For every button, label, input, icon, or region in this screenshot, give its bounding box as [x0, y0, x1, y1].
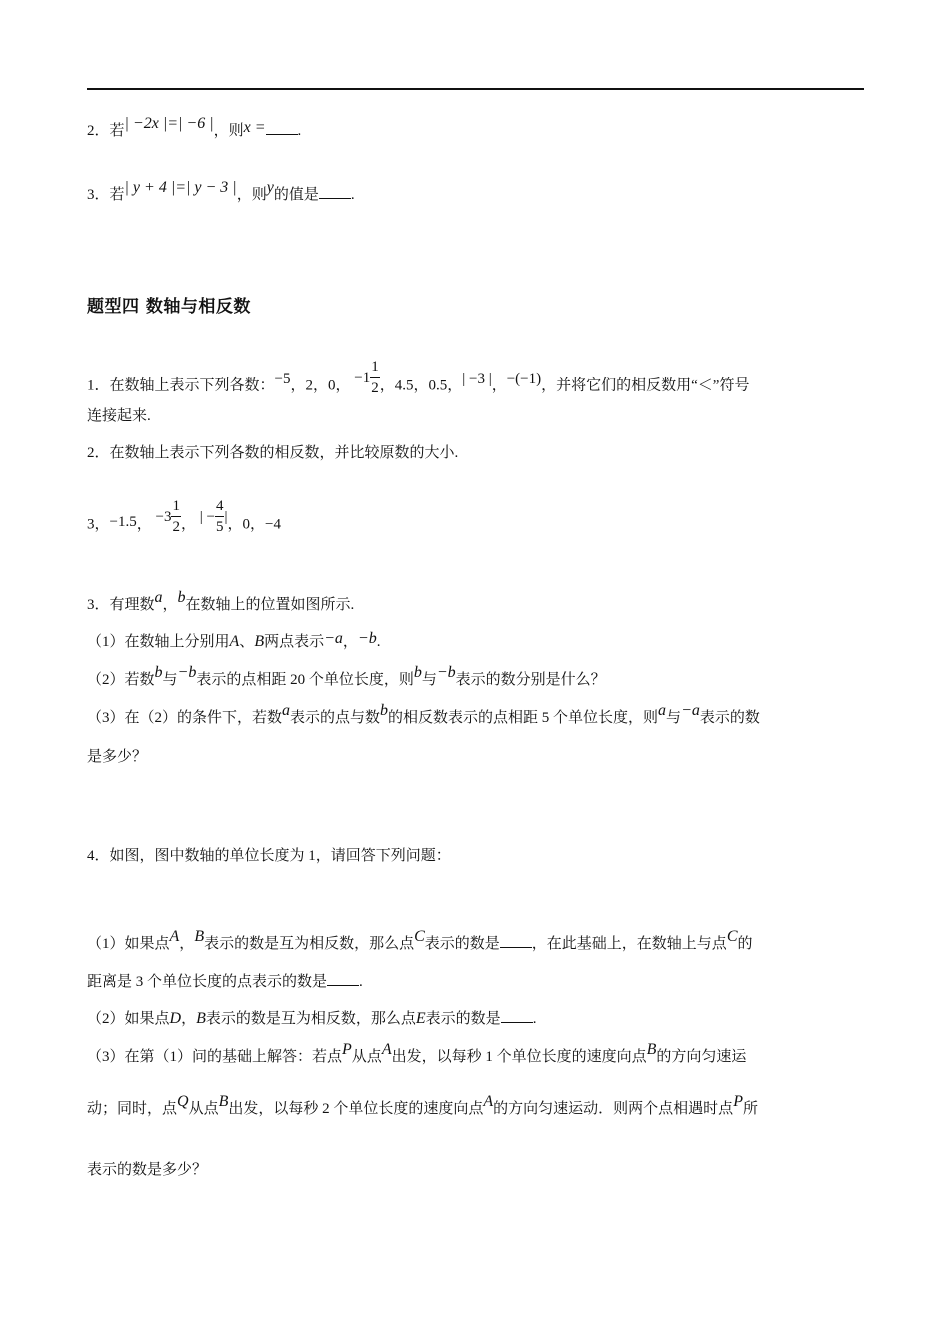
math-variable: D: [169, 1010, 182, 1027]
numerator: 1: [171, 496, 181, 517]
text: 表示的数是互为相反数，那么点: [205, 1011, 416, 1027]
text: ，并将它们的相反数用“＜”符号: [541, 377, 750, 394]
math-variable: P: [342, 1041, 352, 1058]
text: ，在此基础上，在数轴上与点: [531, 936, 727, 952]
text: 的相反数表示的点相距 5 个单位长度，则: [388, 710, 659, 726]
text: 3．有理数: [87, 597, 155, 613]
text: 与: [666, 710, 682, 726]
problem-2: 2．在数轴上表示下列各数的相反数，并比较原数的大小.: [87, 445, 459, 461]
text: 出发，以每秒 1 个单位长度的速度向点: [391, 1049, 647, 1065]
fraction: [370, 357, 380, 398]
text: .: [376, 634, 381, 650]
math-value: −4: [264, 516, 281, 533]
text: .: [297, 123, 302, 139]
problem-4-part-3: [87, 1041, 747, 1067]
problem-4-part-1: [87, 928, 753, 954]
math-variable: E: [415, 1010, 426, 1027]
text: 从点: [188, 1101, 219, 1117]
answer-blank[interactable]: [500, 933, 532, 948]
math-variable: Q: [177, 1093, 189, 1110]
denominator: 2: [172, 519, 180, 535]
text: 所: [742, 1101, 758, 1117]
question-number: 2．若: [87, 123, 125, 139]
text: （2）若数: [87, 672, 155, 688]
math-variable: x =: [243, 119, 266, 136]
text: （3）在第（1）问的基础上解答：若点: [87, 1049, 343, 1065]
section-title: 题型四 数轴与相反数: [87, 297, 251, 317]
text: .: [359, 974, 363, 990]
text: 出发，以每秒 2 个单位长度的速度向点: [228, 1101, 484, 1117]
problem-4-part-2: [87, 1008, 536, 1029]
answer-blank[interactable]: [501, 1008, 533, 1023]
text: 表示的点与数: [290, 710, 381, 726]
math-variable: b: [380, 702, 389, 719]
numerator: 1: [370, 357, 380, 378]
math-expression: −a: [324, 630, 343, 647]
problem-4-part-3-line-3: 表示的数是多少？: [87, 1162, 208, 1178]
fraction: [171, 496, 181, 537]
text: ，: [136, 516, 152, 533]
text: ，则: [213, 123, 244, 139]
question-number: 3．若: [87, 187, 125, 203]
text: ，: [181, 1011, 197, 1027]
math-variable: A: [229, 633, 240, 650]
math-variable: B: [646, 1041, 657, 1058]
text: 动；同时，点: [87, 1101, 178, 1117]
text: ，: [342, 634, 358, 650]
text: （2）如果点: [87, 1011, 170, 1027]
math-value: | −3 |: [462, 370, 492, 387]
text: 与: [162, 672, 178, 688]
math-variable: B: [194, 928, 205, 945]
text: 的值是: [273, 187, 319, 203]
math-value: −5: [274, 370, 291, 387]
math-variable: a: [154, 589, 163, 606]
text: 距离是 3 个单位长度的点表示的数是: [87, 974, 328, 990]
math-variable: B: [254, 633, 265, 650]
text: 的方向匀速运动．则两个点相遇时点: [493, 1101, 734, 1117]
text: （3）在（2）的条件下，若数: [87, 710, 283, 726]
math-variable: a: [658, 702, 667, 719]
absolute-fraction: [200, 496, 228, 537]
math-variable: b: [154, 664, 163, 681]
text: 的方向匀速运: [656, 1049, 747, 1065]
math-variable: B: [218, 1093, 229, 1110]
math-variable: P: [733, 1093, 743, 1110]
text: .: [350, 187, 355, 203]
problem-3-part-1: [87, 632, 380, 652]
problem-2-values: [87, 498, 281, 545]
math-value: −1.5: [109, 513, 137, 530]
math-variable: a: [282, 702, 291, 719]
text: 的: [737, 936, 753, 952]
math-variable: C: [726, 928, 738, 945]
math-value: −(−1): [506, 370, 542, 387]
text: ，: [162, 597, 178, 613]
text: 表示的点相距 20 个单位长度，则: [196, 672, 414, 688]
math-expression: | y + 4 |=| y − 3 |: [124, 179, 237, 196]
problem-1: [87, 359, 750, 406]
math-variable: C: [414, 928, 425, 945]
math-variable: y: [266, 179, 274, 196]
math-variable: A: [483, 1093, 494, 1110]
text: 表示的数分别是什么？: [455, 672, 606, 688]
mixed-number: [156, 496, 181, 537]
problem-4-part-3-line-2: [87, 1093, 758, 1119]
answer-blank[interactable]: [319, 184, 351, 199]
text: 表示的数是: [425, 1011, 501, 1027]
math-variable: b: [177, 589, 186, 606]
math-expression: −b: [357, 630, 377, 647]
mixed-number: [354, 357, 379, 398]
math-expression: −b: [177, 664, 197, 681]
problem-1-line-2: 连接起来.: [87, 408, 151, 424]
answer-blank[interactable]: [327, 971, 359, 986]
problem-3-part-3: [87, 702, 760, 728]
denominator: 5: [215, 519, 224, 535]
text: 从点: [351, 1049, 382, 1065]
denominator: 2: [371, 380, 379, 396]
text: 3，: [87, 516, 110, 533]
text: 与: [421, 672, 437, 688]
text: ，2，0，: [290, 377, 351, 394]
abs-open: | −: [199, 508, 215, 525]
numerator: 4: [215, 496, 225, 517]
problem-3-part-2: [87, 664, 606, 690]
math-expression: −a: [681, 702, 700, 719]
text: 表示的数是互为相反数，那么点: [204, 936, 415, 952]
fraction: [215, 496, 228, 537]
text: ，4.5，0.5，: [379, 377, 463, 394]
problem-4-part-1-line-2: [87, 971, 363, 992]
abs-close: |: [224, 508, 228, 525]
math-variable: A: [169, 928, 180, 945]
question-2: [87, 115, 302, 141]
text: 、: [239, 634, 255, 650]
math-expression: −b: [436, 664, 456, 681]
text: （1）在数轴上分别用: [87, 634, 230, 650]
text: （1）如果点: [87, 936, 170, 952]
text: ，0，: [227, 516, 265, 533]
problem-3: [87, 589, 355, 615]
text: ，: [491, 377, 507, 394]
text: ，: [180, 516, 196, 533]
whole-part: −3: [155, 508, 172, 525]
top-rule: [87, 88, 864, 90]
text: 两点表示: [264, 634, 325, 650]
math-variable: b: [413, 664, 422, 681]
math-variable: B: [196, 1010, 206, 1027]
text: ，则: [236, 187, 267, 203]
math-variable: A: [381, 1041, 392, 1058]
answer-blank[interactable]: [266, 120, 298, 135]
question-3: [87, 179, 355, 205]
whole-part: −1: [354, 369, 371, 386]
text: 表示的数: [699, 710, 760, 726]
text: 1．在数轴上表示下列各数：: [87, 377, 275, 394]
text: ，: [179, 936, 195, 952]
text: 表示的数是: [424, 936, 500, 952]
text: 在数轴上的位置如图所示.: [185, 597, 355, 613]
problem-3-line-5: 是多少？: [87, 749, 148, 765]
text: .: [532, 1011, 537, 1027]
math-expression: | −2x |=| −6 |: [124, 115, 214, 132]
problem-4: 4．如图，图中数轴的单位长度为 1，请回答下列问题：: [87, 848, 451, 864]
